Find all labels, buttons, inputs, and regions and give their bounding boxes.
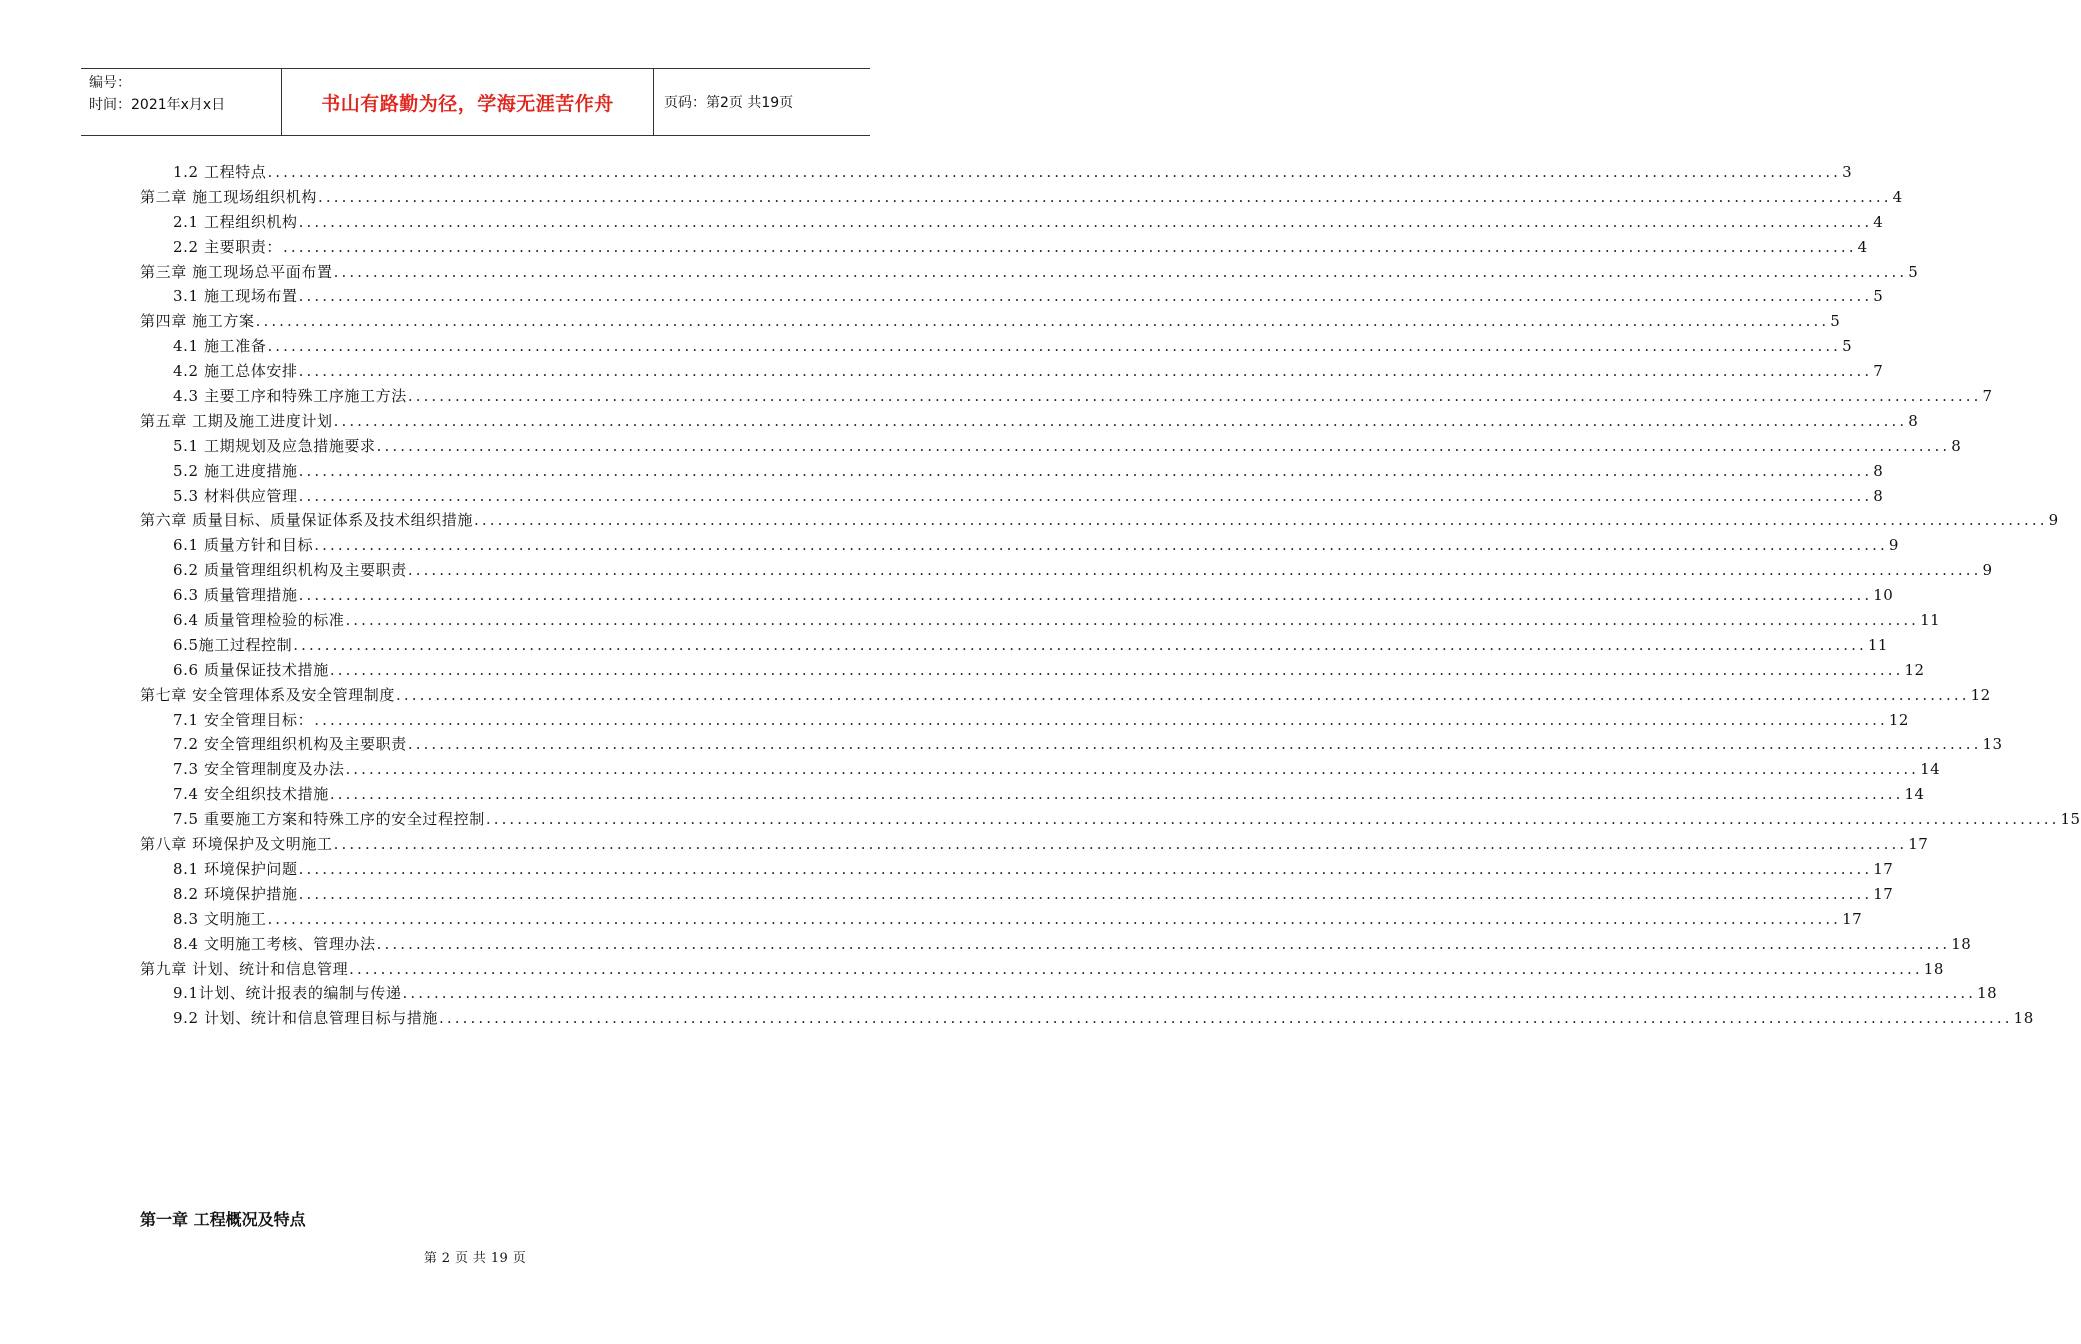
document-time-label: 时间：2021年x月x日 [89,97,226,113]
toc-leader-dots: ........................................................................................................................................................................................................ [267,163,1842,181]
toc-entry[interactable] [140,334,1853,359]
toc-entry-page: 5 [1873,287,1884,306]
toc-leader-dots: ........................................................................................................................................................................................................ [298,486,1873,505]
toc-entry[interactable] [140,484,1884,509]
toc-entry[interactable] [140,459,1884,484]
toc-leader-dots: ........................................................................................................................................................................................................ [298,884,1873,903]
toc-entry-page: 9 [1888,536,1899,555]
header-meta [81,69,281,135]
toc-entry-page: 8 [1951,436,1962,455]
toc-leader-dots: ........................................................................................................................................................................................................ [407,735,1982,754]
toc-leader-dots: ........................................................................................................................................................................................................ [407,561,1982,580]
toc-entry-label: 9.2 计划、统计和信息管理目标与措施 [173,1009,439,1028]
toc-leader-dots: ........................................................................................................................................................................................................ [283,237,1857,256]
toc-entry[interactable] [140,359,1884,384]
toc-leader-dots: ........................................................................................................................................................................................................ [329,660,1904,679]
toc-leader-dots: ........................................................................................................................................................................................................ [298,859,1873,878]
toc-entry[interactable] [140,683,1991,708]
toc-entry-label: 6.6 质量保证技术措施 [173,660,329,679]
toc-leader-dots: ........................................................................................................................................................................................................ [267,909,1842,928]
toc-entry[interactable] [140,957,1944,982]
toc-entry[interactable] [140,832,1929,857]
page-footer: 第 2 页 共 19 页 [423,1251,527,1266]
toc-leader-dots: ........................................................................................................................................................................................................ [298,461,1873,480]
toc-entry-label: 8.2 环境保护措施 [173,884,298,903]
toc-entry[interactable] [140,583,1894,608]
toc-entry-page: 7 [1982,387,1993,406]
toc-entry[interactable] [140,409,1919,434]
toc-entry-page: 15 [2060,810,2081,829]
toc-entry-label: 7.2 安全管理组织机构及主要职责 [173,735,407,754]
toc-leader-dots: ........................................................................................................................................................................................................ [349,959,1923,978]
toc-entry-page: 3 [1842,163,1853,181]
toc-entry-label: 2.1 工程组织机构 [173,212,298,231]
toc-entry-label: 5.1 工期规划及应急措施要求 [173,436,376,455]
toc-entry-label: 2.2 主要职责： [173,237,283,256]
toc-entry[interactable] [140,309,1841,334]
toc-entry[interactable] [140,757,1941,782]
toc-entry-page: 7 [1873,362,1884,381]
toc-leader-dots: ........................................................................................................................................................................................................ [407,387,1982,406]
toc-leader-dots: ........................................................................................................................................................................................................ [345,611,1920,630]
toc-entry-page: 18 [1977,984,1998,1003]
toc-entry[interactable] [140,807,2081,832]
toc-entry-label: 6.1 质量方针和目标 [173,536,314,555]
toc-entry[interactable] [140,782,1925,807]
toc-entry-page: 4 [1892,187,1903,206]
toc-entry[interactable] [140,857,1894,882]
toc-entry-label: 6.4 质量管理检验的标准 [173,611,345,630]
toc-entry[interactable] [140,533,1899,558]
toc-entry-page: 18 [1951,934,1972,953]
toc-entry[interactable] [140,708,1909,733]
toc-entry[interactable] [140,907,1863,932]
toc-entry[interactable] [140,284,1884,309]
toc-entry[interactable] [140,981,1998,1006]
toc-entry-label: 4.1 施工准备 [173,337,267,356]
toc-leader-dots: ........................................................................................................................................................................................................ [485,810,2060,829]
toc-entry[interactable] [140,235,1868,260]
toc-leader-dots: ........................................................................................................................................................................................................ [402,984,1977,1003]
toc-entry-page: 17 [1908,835,1929,854]
toc-entry[interactable] [140,633,1888,658]
toc-entry-label: 第六章 质量目标、质量保证体系及技术组织措施 [140,511,473,530]
toc-entry[interactable] [140,160,1853,185]
toc-leader-dots: ........................................................................................................................................................................................................ [333,262,1908,281]
toc-entry-label: 6.2 质量管理组织机构及主要职责 [173,561,407,580]
toc-entry[interactable] [140,185,1903,210]
toc-entry-label: 8.1 环境保护问题 [173,859,298,878]
page-header [81,68,870,136]
toc-entry-page: 4 [1873,212,1884,231]
toc-entry-label: 7.5 重要施工方案和特殊工序的安全过程控制 [173,810,485,829]
toc-entry-page: 5 [1830,312,1841,331]
toc-entry-label: 6.3 质量管理措施 [173,586,298,605]
toc-entry-page: 14 [1904,785,1925,804]
toc-entry-label: 7.4 安全组织技术措施 [173,785,329,804]
toc-entry-page: 12 [1970,685,1991,704]
toc-leader-dots: ........................................................................................................................................................................................................ [439,1009,2013,1028]
toc-leader-dots: ........................................................................................................................................................................................................ [376,436,1951,455]
toc-entry-label: 5.3 材料供应管理 [173,486,298,505]
toc-leader-dots: ........................................................................................................................................................................................................ [298,212,1873,231]
toc-entry-label: 7.3 安全管理制度及办法 [173,760,345,779]
toc-leader-dots: ........................................................................................................................................................................................................ [298,362,1873,381]
toc-leader-dots: ........................................................................................................................................................................................................ [267,337,1842,356]
toc-entry[interactable] [140,1006,2034,1031]
toc-leader-dots: ........................................................................................................................................................................................................ [376,934,1951,953]
toc-leader-dots: ........................................................................................................................................................................................................ [293,635,1867,654]
toc-entry[interactable] [140,732,2003,757]
toc-entry-label: 5.2 施工进度措施 [173,461,298,480]
toc-entry-page: 17 [1842,909,1863,928]
toc-entry-page: 18 [1923,959,1944,978]
toc-entry-page: 17 [1873,859,1894,878]
toc-entry-page: 8 [1873,461,1884,480]
toc-entry[interactable] [140,558,1993,583]
toc-entry-label: 9.1计划、统计报表的编制与传递 [173,984,402,1003]
toc-entry-label: 第九章 计划、统计和信息管理 [140,959,349,978]
toc-entry[interactable] [140,658,1925,683]
toc-entry-page: 17 [1873,884,1894,903]
toc-entry-label: 第八章 环境保护及文明施工 [140,835,333,854]
toc-entry[interactable] [140,384,1993,409]
toc-entry-label: 第七章 安全管理体系及安全管理制度 [140,685,395,704]
toc-entry-page: 4 [1857,237,1868,256]
toc-entry[interactable] [140,434,1962,459]
toc-entry[interactable] [140,932,1972,957]
toc-entry-label: 8.3 文明施工 [173,909,267,928]
table-of-contents [140,160,2081,1031]
toc-entry-page: 9 [1982,561,1993,580]
toc-leader-dots: ........................................................................................................................................................................................................ [333,411,1908,430]
toc-entry-page: 11 [1920,611,1941,630]
header-motto: 书山有路勤为径，学海无涯苦作舟 [281,69,654,135]
toc-leader-dots: ........................................................................................................................................................................................................ [255,312,1830,331]
toc-entry-page: 13 [1982,735,2003,754]
chapter-heading: 第一章 工程概况及特点 [140,1210,306,1229]
toc-leader-dots: ........................................................................................................................................................................................................ [314,710,1888,729]
toc-entry[interactable] [140,210,1884,235]
toc-entry-page: 14 [1920,760,1941,779]
toc-leader-dots: ........................................................................................................................................................................................................ [298,287,1873,306]
toc-entry-page: 11 [1867,635,1888,654]
toc-entry-page: 5 [1842,337,1853,356]
toc-entry-label: 第二章 施工现场组织机构 [140,187,317,206]
header-page-label: 页码：第2页 共19页 [664,95,794,111]
toc-entry-page: 18 [2013,1009,2034,1028]
toc-entry-page: 8 [1908,411,1919,430]
toc-entry[interactable] [140,608,1941,633]
toc-entry-label: 第五章 工期及施工进度计划 [140,411,333,430]
toc-entry-label: 第四章 施工方案 [140,312,255,331]
toc-entry-label: 8.4 文明施工考核、管理办法 [173,934,376,953]
toc-leader-dots: ........................................................................................................................................................................................................ [473,511,2048,530]
toc-entry-label: 6.5施工过程控制 [173,635,293,654]
toc-entry-label: 1.2 工程特点 [173,163,267,181]
document-number-label: 编号： [89,75,131,91]
toc-entry-label: 3.1 施工现场布置 [173,287,298,306]
toc-entry-page: 10 [1873,586,1894,605]
toc-leader-dots: ........................................................................................................................................................................................................ [317,187,1892,206]
toc-entry-page: 8 [1873,486,1884,505]
toc-entry-page: 12 [1904,660,1925,679]
toc-leader-dots: ........................................................................................................................................................................................................ [314,536,1888,555]
toc-entry[interactable] [140,508,2059,533]
toc-leader-dots: ........................................................................................................................................................................................................ [298,586,1873,605]
toc-entry-label: 4.2 施工总体安排 [173,362,298,381]
toc-entry-label: 4.3 主要工序和特殊工序施工方法 [173,387,407,406]
toc-leader-dots: ........................................................................................................................................................................................................ [395,685,1970,704]
toc-leader-dots: ........................................................................................................................................................................................................ [333,835,1908,854]
toc-entry[interactable] [140,260,1919,285]
toc-leader-dots: ........................................................................................................................................................................................................ [329,785,1904,804]
toc-entry-label: 7.1 安全管理目标： [173,710,314,729]
toc-entry-page: 5 [1908,262,1919,281]
toc-entry[interactable] [140,882,1894,907]
toc-entry-label: 第三章 施工现场总平面布置 [140,262,333,281]
toc-entry-page: 9 [2048,511,2059,530]
toc-entry-page: 12 [1888,710,1909,729]
toc-leader-dots: ........................................................................................................................................................................................................ [345,760,1920,779]
